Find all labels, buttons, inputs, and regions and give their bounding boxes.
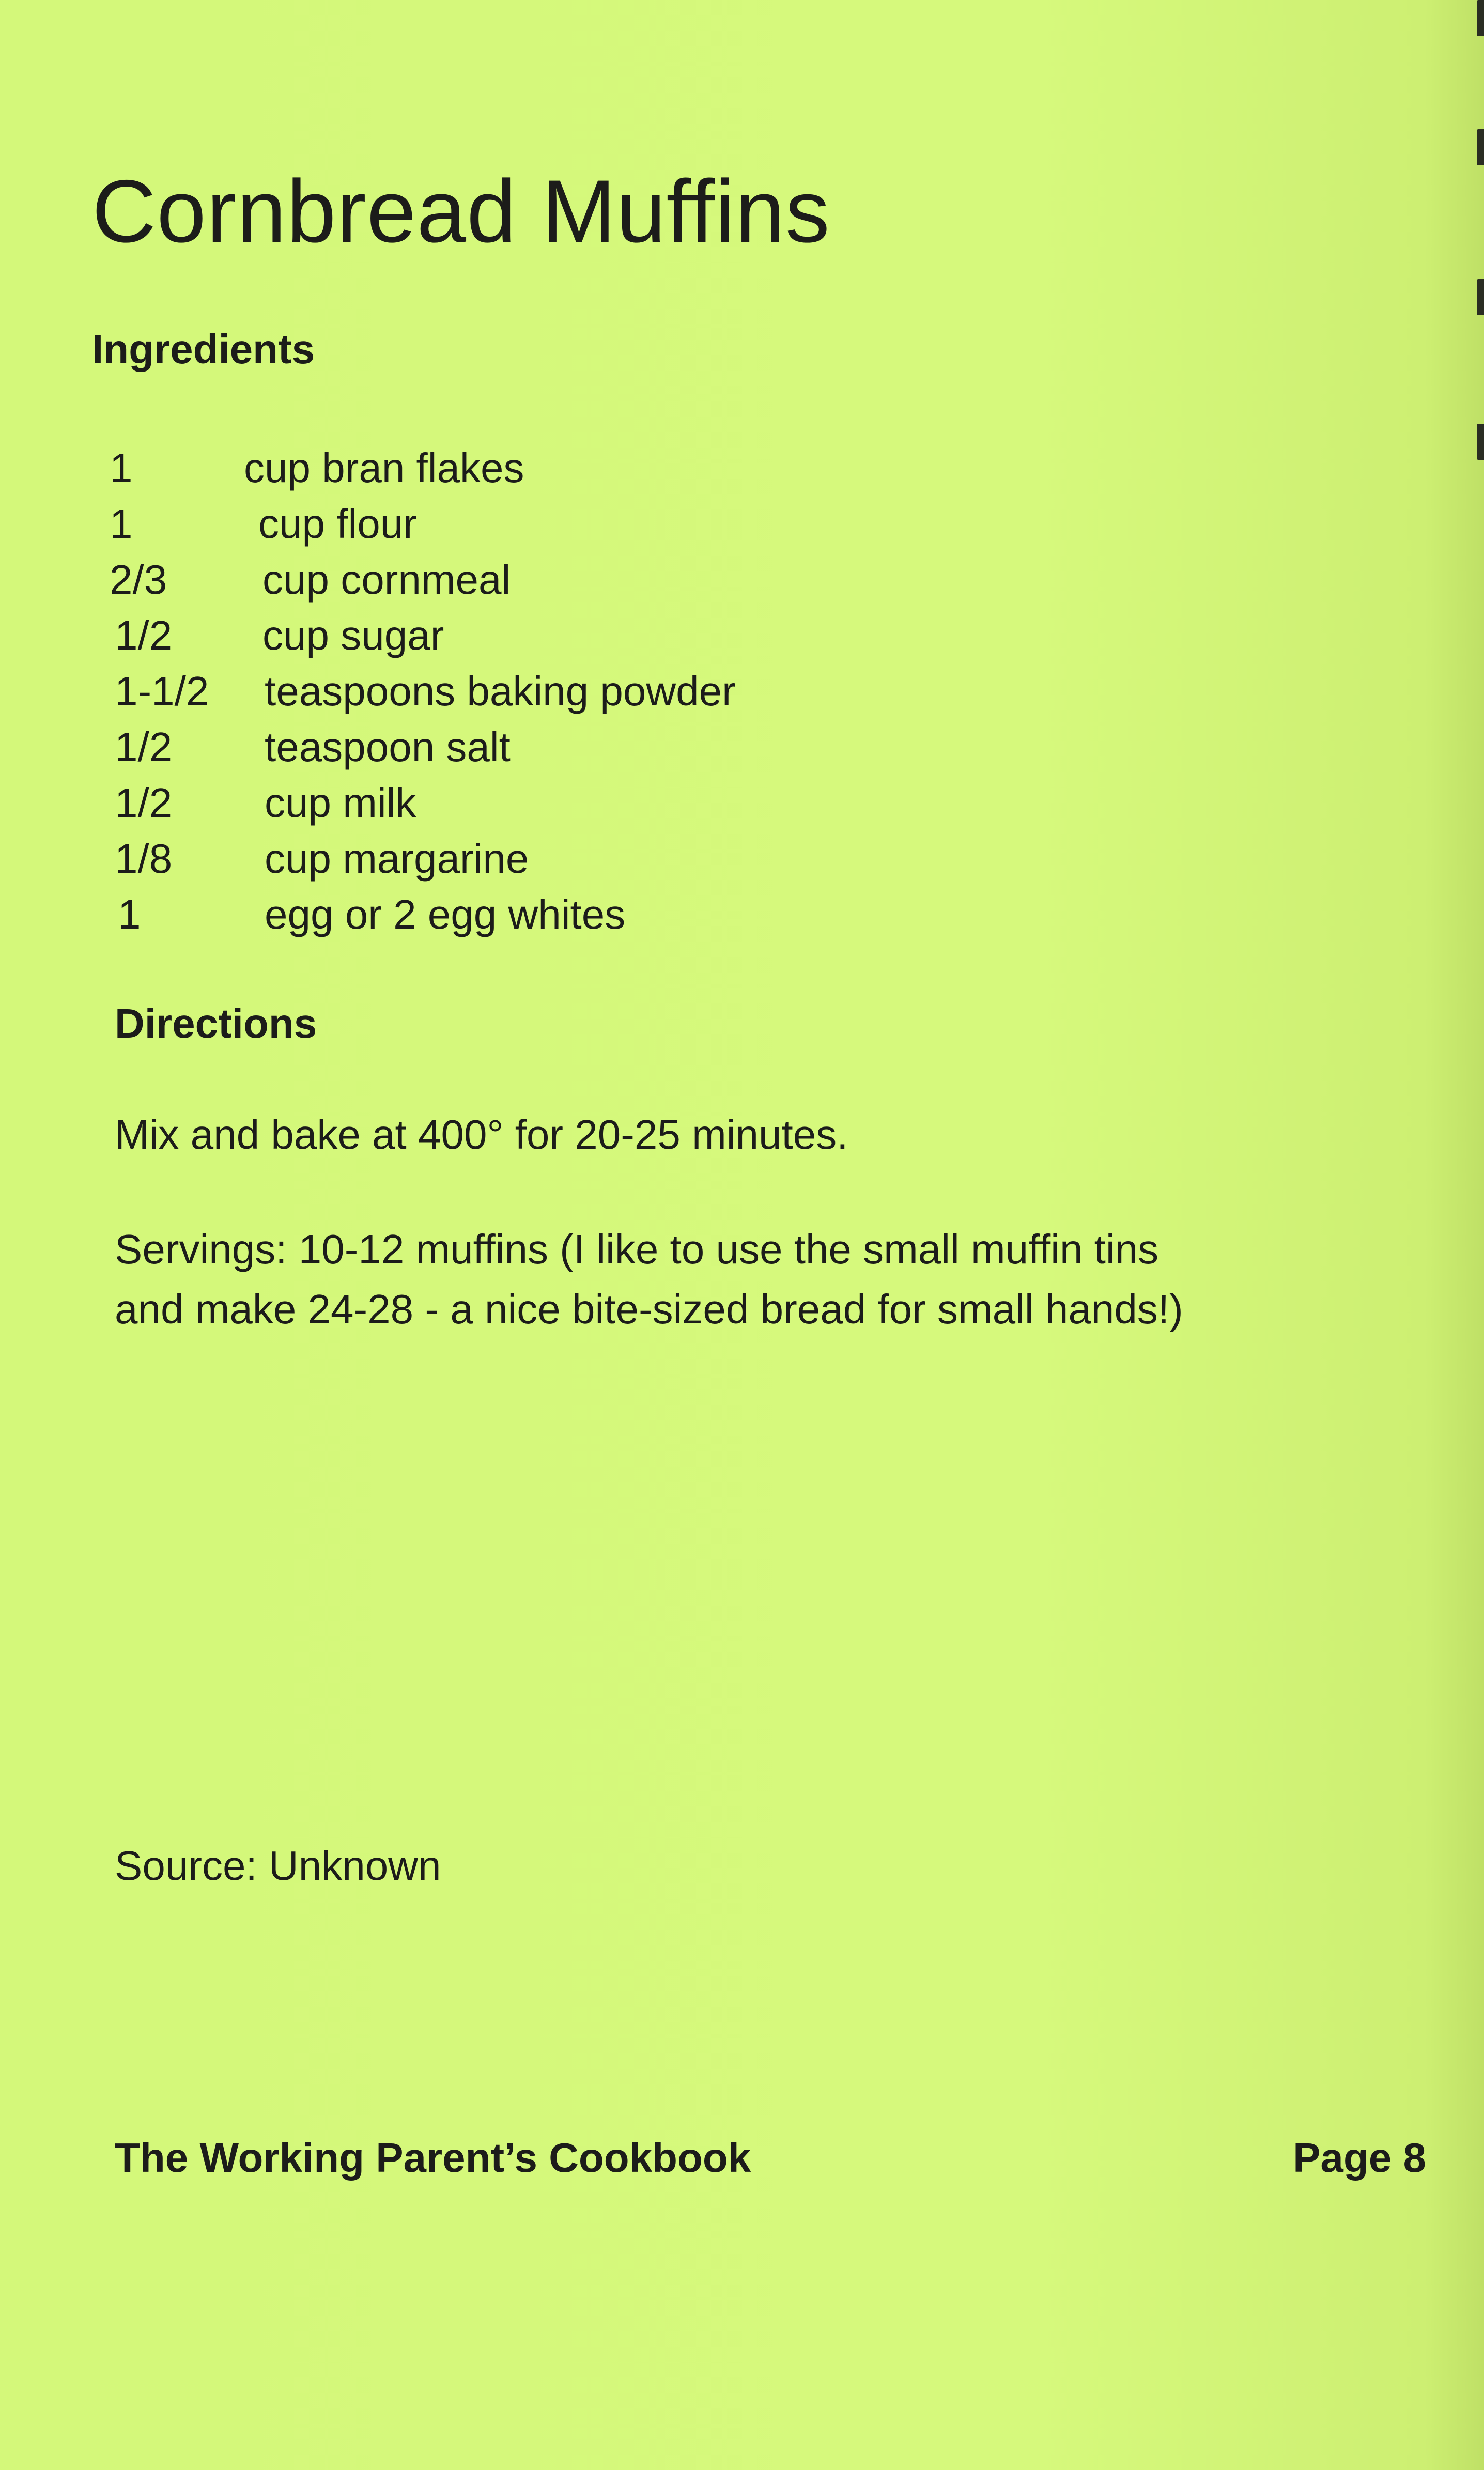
ingredient-quantity: 1/2 (115, 780, 173, 826)
ingredient-row (0, 835, 1484, 887)
ingredient-quantity: 1/2 (115, 612, 173, 658)
ingredient-row (0, 668, 1484, 719)
ingredient-quantity: 1/2 (115, 724, 173, 770)
ingredient-row (0, 891, 1484, 943)
ingredient-row (0, 500, 1484, 552)
book-title: The Working Parent’s Cookbook (115, 2135, 751, 2181)
directions-heading: Directions (115, 1000, 317, 1046)
ingredient-name: cup flour (258, 501, 417, 547)
ingredient-row (0, 556, 1484, 608)
ingredient-row (0, 723, 1484, 775)
ingredient-name: teaspoons baking powder (265, 668, 736, 714)
ingredient-quantity: 2/3 (110, 557, 167, 603)
ingredient-name: teaspoon salt (265, 724, 511, 770)
spiral-binding (1477, 0, 1484, 2470)
ingredient-name: cup bran flakes (244, 445, 524, 491)
ingredient-name: cup margarine (265, 836, 529, 882)
ingredient-row (0, 444, 1484, 496)
binding-notch (1477, 279, 1484, 315)
ingredient-name: cup milk (265, 780, 416, 826)
ingredient-name: egg or 2 egg whites (265, 891, 626, 937)
directions-text: Mix and bake at 400° for 20-25 minutes. (115, 1112, 848, 1157)
recipe-source: Source: Unknown (115, 1843, 441, 1889)
ingredient-row (0, 612, 1484, 663)
ingredient-quantity: 1-1/2 (115, 668, 209, 714)
binding-notch (1477, 0, 1484, 36)
ingredient-quantity: 1 (118, 891, 141, 937)
servings-line-1: Servings: 10-12 muffins (I like to use the small muffin tins (115, 1226, 1159, 1272)
page-number: Page 8 (1293, 2135, 1426, 2181)
ingredients-heading: Ingredients (92, 326, 315, 372)
recipe-title: Cornbread Muffins (92, 162, 830, 261)
ingredient-name: cup sugar (262, 612, 444, 658)
servings-line-2: and make 24-28 - a nice bite-sized bread for small hands!) (115, 1286, 1183, 1332)
ingredient-quantity: 1 (110, 445, 133, 491)
ingredient-name: cup cornmeal (262, 557, 511, 603)
ingredient-quantity: 1/8 (115, 836, 173, 882)
ingredient-row (0, 779, 1484, 831)
binding-notch (1477, 129, 1484, 165)
ingredient-quantity: 1 (110, 501, 133, 547)
